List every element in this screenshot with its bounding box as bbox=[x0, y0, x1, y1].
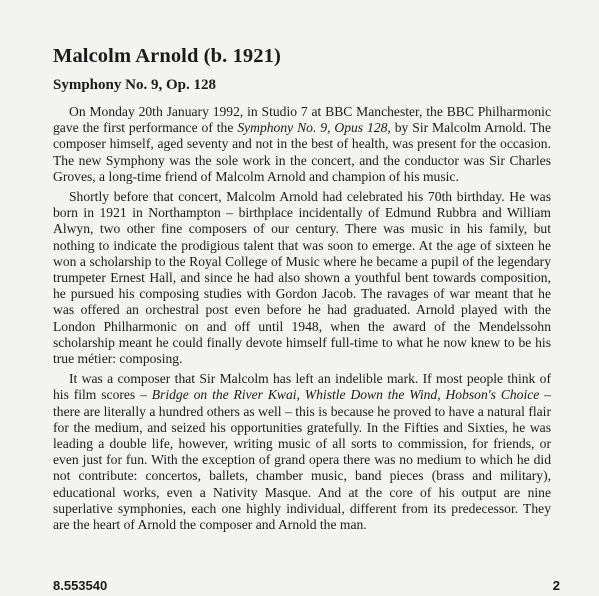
paragraph-3-text-a: It was a composer that Sir Malcolm has left an indelible mark. If most people think of his film scores – bbox=[53, 371, 551, 403]
paragraph-1-text-a: On Monday 20th January 1992, in Studio 7 at BBC Manchester, the BBC Philharmonic gave the first performance of the bbox=[53, 104, 551, 136]
page-number: 2 bbox=[552, 578, 560, 593]
paragraph-3-film-titles: Bridge on the River Kwai, Whistle Down the Wind, Hobson's Choice bbox=[151, 387, 540, 403]
body-text bbox=[53, 104, 551, 537]
paragraph-3-text-c: – there are literally a hundred others as well – this is because he proved to have a natural flair for the medium, and seized his opportunities gratefully. In the Fifties and Sixties, he was leading a double life, however, writing music of all sorts to commission, for friends, or even just for fun. With the exception of grand opera there was no medium to which he did not contribute: concertos, ballets, chamber music, band pieces (brass and military), educational works, even a Nativity Masque. And at the core of his output are nine superlative symphonies, each one highly individual, different from its predecessor. They are the heart of Arnold the composer and Arnold the man. bbox=[53, 387, 551, 533]
work-title: Symphony No. 9, Op. 128 bbox=[53, 77, 216, 93]
composer-heading: Malcolm Arnold (b. 1921) bbox=[53, 45, 281, 67]
paragraph-1 bbox=[53, 104, 551, 185]
paragraph-3 bbox=[53, 371, 551, 533]
paragraph-1-text-c: , by Sir Malcolm Arnold. The composer himself, aged seventy and not in the best of health, was present for the occasion. The new Symphony was the sole work in the concert, and the conductor was Sir Charles Groves, a long-time friend of Malcolm Arnold and champion of his music. bbox=[53, 120, 552, 184]
paragraph-1-work-title: Symphony No. 9, Opus 128 bbox=[237, 120, 388, 136]
paragraph-2: Shortly before that concert, Malcolm Arnold had celebrated his 70th birthday. He was born in 1921 in Northampton – birthplace incidentally of Edmund Rubbra and William Alwyn, two other fine composers of our century. There was music in his family, but nothing to indicate the prodigious talent that was soon to emerge. At the age of sixteen he won a scholarship to the Royal College of Music where he became a pupil of the legendary trumpeter Ernest Hall, and since he had also shown a youthful bent towards composition, he pursued his composing studies with Gordon Jacob. The ravages of war meant that he was offered an orchestral post even before he had graduated. Arnold played with the London Philharmonic on and off until 1948, when the award of the Mendelssohn scholarship meant he could finally devote himself full-time to what he now knew to be his true métier: composing. bbox=[53, 189, 551, 367]
catalogue-number: 8.553540 bbox=[53, 578, 108, 593]
